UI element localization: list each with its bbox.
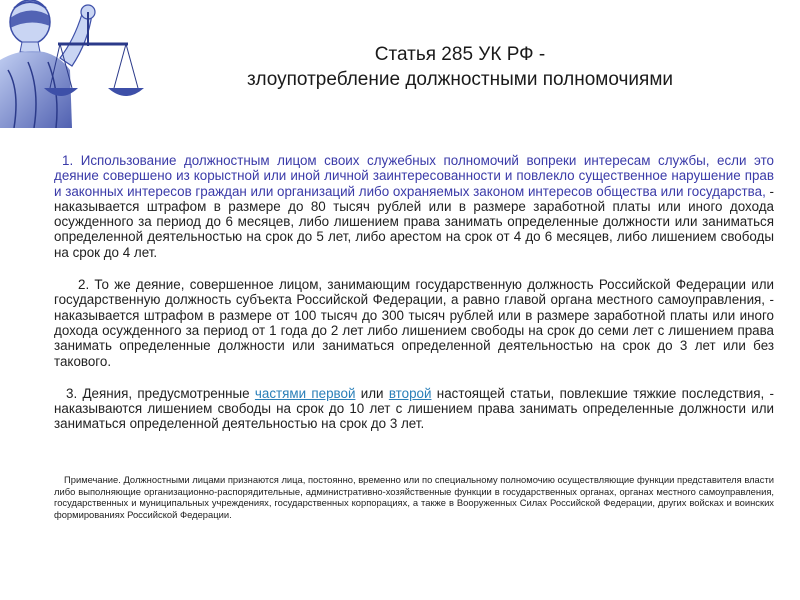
article-paragraph-3 bbox=[54, 386, 774, 432]
paragraph-1-highlight: 1. Использование должностным лицом своих служебных полномочий вопреки интересам службы, если это деяние совершено из корыстной или иной личной заинтересованности и повлекло существенное нарушение прав и законных интересов граждан или организаций либо охраняемых законом интересов общества или государства, bbox=[54, 153, 774, 199]
paragraph-2-text: 2. То же деяние, совершенное лицом, занимающим государственную должность Российской Федерации или государственную должность субъекта Российской Федерации, а равно главой органа местного самоуправления, - наказывается штрафом в размере от 100 тысяч до 300 тысяч рублей или в размере заработной платы или иного дохода осужденного за период от 1 года до 2 лет либо лишением свободы на срок до семи лет с лишением права занимать определенные должности или заниматься определенной деятельностью на срок до 3 лет или без такового. bbox=[54, 277, 774, 369]
article-paragraph-2 bbox=[54, 277, 774, 369]
article-paragraph-1 bbox=[54, 153, 774, 260]
themis-scales-icon bbox=[0, 0, 148, 128]
title-line-1: Статья 285 УК РФ - bbox=[374, 44, 546, 65]
link-part-two[interactable]: второй bbox=[388, 385, 432, 401]
paragraph-3-middle: или bbox=[355, 385, 389, 401]
paragraph-1-penalty: - наказывается штрафом в размере до 80 тысяч рублей или в размере заработной платы или иного дохода осужденного за период до 6 месяцев, либо лишением права занимать определенные должности или заниматься определенной деятельностью на срок до 5 лет, либо арестом на срок от 4 до 6 месяцев, либо лишением свободы на срок до 4 лет. bbox=[54, 183, 774, 260]
footnote: Примечание. Должностными лицами признаются лица, постоянно, временно или по специальному полномочию осуществляющие функции представителя власти либо выполняющие организационно-распорядительные, административно-хозяйственные функции в государственных органах, органах местного самоуправления, государственных и муниципальных учреждениях, государственных корпорациях, а также в Вооруженных Силах Российской Федерации, других войсках и воинских формированиях Российской Федерации. bbox=[54, 474, 774, 520]
paragraph-3-after: настоящей статьи, повлекшие тяжкие последствия, - наказываются лишением свободы на срок до 10 лет с лишением права занимать определенные должности или заниматься определенной деятельностью на срок до 3 лет. bbox=[54, 385, 774, 432]
title-line-2: злоупотребление должностными полномочиями bbox=[246, 69, 673, 90]
paragraph-3-before: 3. Деяния, предусмотренные bbox=[66, 385, 255, 401]
article-body bbox=[54, 153, 774, 449]
link-part-one[interactable]: частями первой bbox=[254, 385, 356, 401]
page-title bbox=[180, 42, 740, 92]
